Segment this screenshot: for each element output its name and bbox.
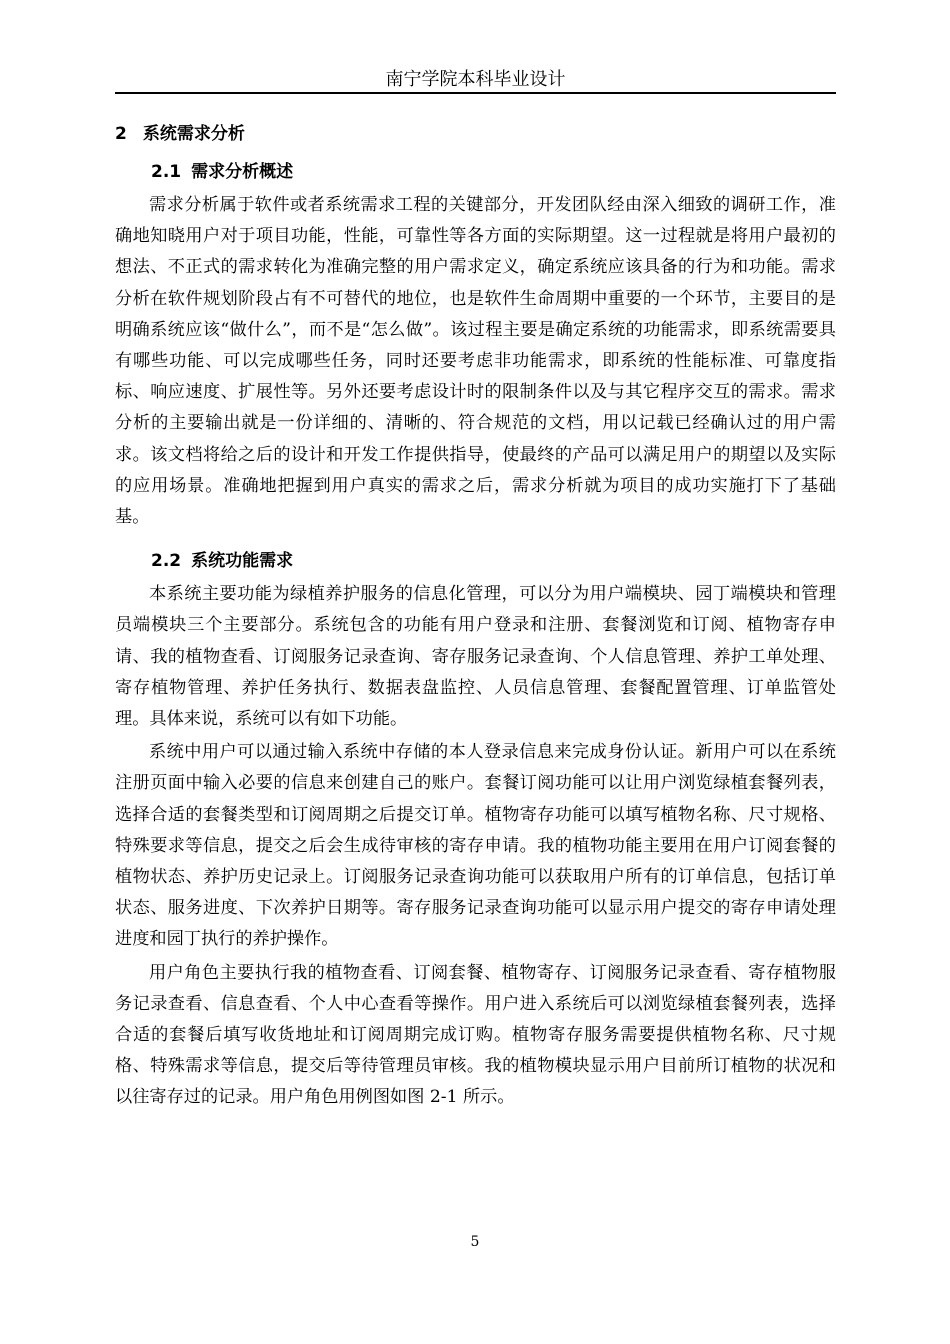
page-header	[115, 66, 836, 94]
page-number: 5	[470, 1234, 480, 1250]
subsection-number: 2.2	[151, 551, 182, 572]
paragraph: 系统中用户可以通过输入系统中存储的本人登录信息来完成身份认证。新用户可以在系统注册页面中输入必要的信息来创建自己的账户。套餐订阅功能可以让用户浏览绿植套餐列表，选择合适的套餐类型和订阅周期之后提交订单。植物寄存功能可以填写植物名称、尺寸规格、特殊要求等信息，提交之后会生成待审核的寄存申请。我的植物功能主要用在用户订阅套餐的植物状态、养护历史记录上。订阅服务记录查询功能可以获取用户所有的订单信息，包括订单状态、服务进度、下次养护日期等。寄存服务记录查询功能可以显示用户提交的寄存申请处理进度和园丁执行的养护操作。	[115, 742, 836, 950]
paragraph: 用户角色主要执行我的植物查看、订阅套餐、植物寄存、订阅服务记录查看、寄存植物服务记录查看、信息查看、个人中心查看等操作。用户进入系统后可以浏览绿植套餐列表，选择合适的套餐后填写收货地址和订阅周期完成订购。植物寄存服务需要提供植物名称、尺寸规格、特殊需求等信息，提交后等待管理员审核。我的植物模块显示用户目前所订植物的状况和以往寄存过的记录。用户角色用例图如图 2-1 所示。	[115, 962, 836, 1108]
subsection-title: 需求分析概述	[191, 162, 294, 182]
subsection-number: 2.1	[151, 162, 182, 182]
section-heading	[115, 120, 836, 148]
subsection-heading-2-1	[151, 158, 836, 186]
page-footer	[0, 1232, 950, 1252]
subsection-title: 系统功能需求	[191, 551, 294, 572]
subsection-heading-2-2	[151, 547, 836, 575]
header-title: 南宁学院本科毕业设计	[385, 69, 566, 90]
document-body	[115, 110, 836, 1114]
paragraph: 需求分析属于软件或者系统需求工程的关键部分，开发团队经由深入细致的调研工作，准确地知晓用户对于项目功能，性能，可靠性等各方面的实际期望。这一过程就是将用户最初的想法、不正式的需求转化为准确完整的用户需求定义，确定系统应该具备的行为和功能。需求分析在软件规划阶段占有不可替代的地位，也是软件生命周期中重要的一个环节，主要目的是明确系统应该“做什么”，而不是“怎么做”。该过程主要是确定系统的功能需求，即系统需要具有哪些功能、可以完成哪些任务，同时还要考虑非功能需求，即系统的性能标准、可靠度指标、响应速度、扩展性等。另外还要考虑设计时的限制条件以及与其它程序交互的需求。需求分析的主要输出就是一份详细的、清晰的、符合规范的文档，用以记载已经确认过的用户需求。该文档将给之后的设计和开发工作提供指导，使最终的产品可以满足用户的期望以及实际的应用场景。准确地把握到用户真实的需求之后，需求分析就为项目的成功实施打下了基础基。	[115, 195, 836, 528]
section-title: 系统需求分析	[142, 124, 245, 144]
paragraph: 本系统主要功能为绿植养护服务的信息化管理，可以分为用户端模块、园丁端模块和管理员端模块三个主要部分。系统包含的功能有用户登录和注册、套餐浏览和订阅、植物寄存申请、我的植物查看、订阅服务记录查询、寄存服务记录查询、个人信息管理、养护工单处理、寄存植物管理、养护任务执行、数据表盘监控、人员信息管理、套餐配置管理、订单监管处理。具体来说，系统可以有如下功能。	[115, 584, 836, 730]
section-number: 2	[115, 124, 127, 144]
